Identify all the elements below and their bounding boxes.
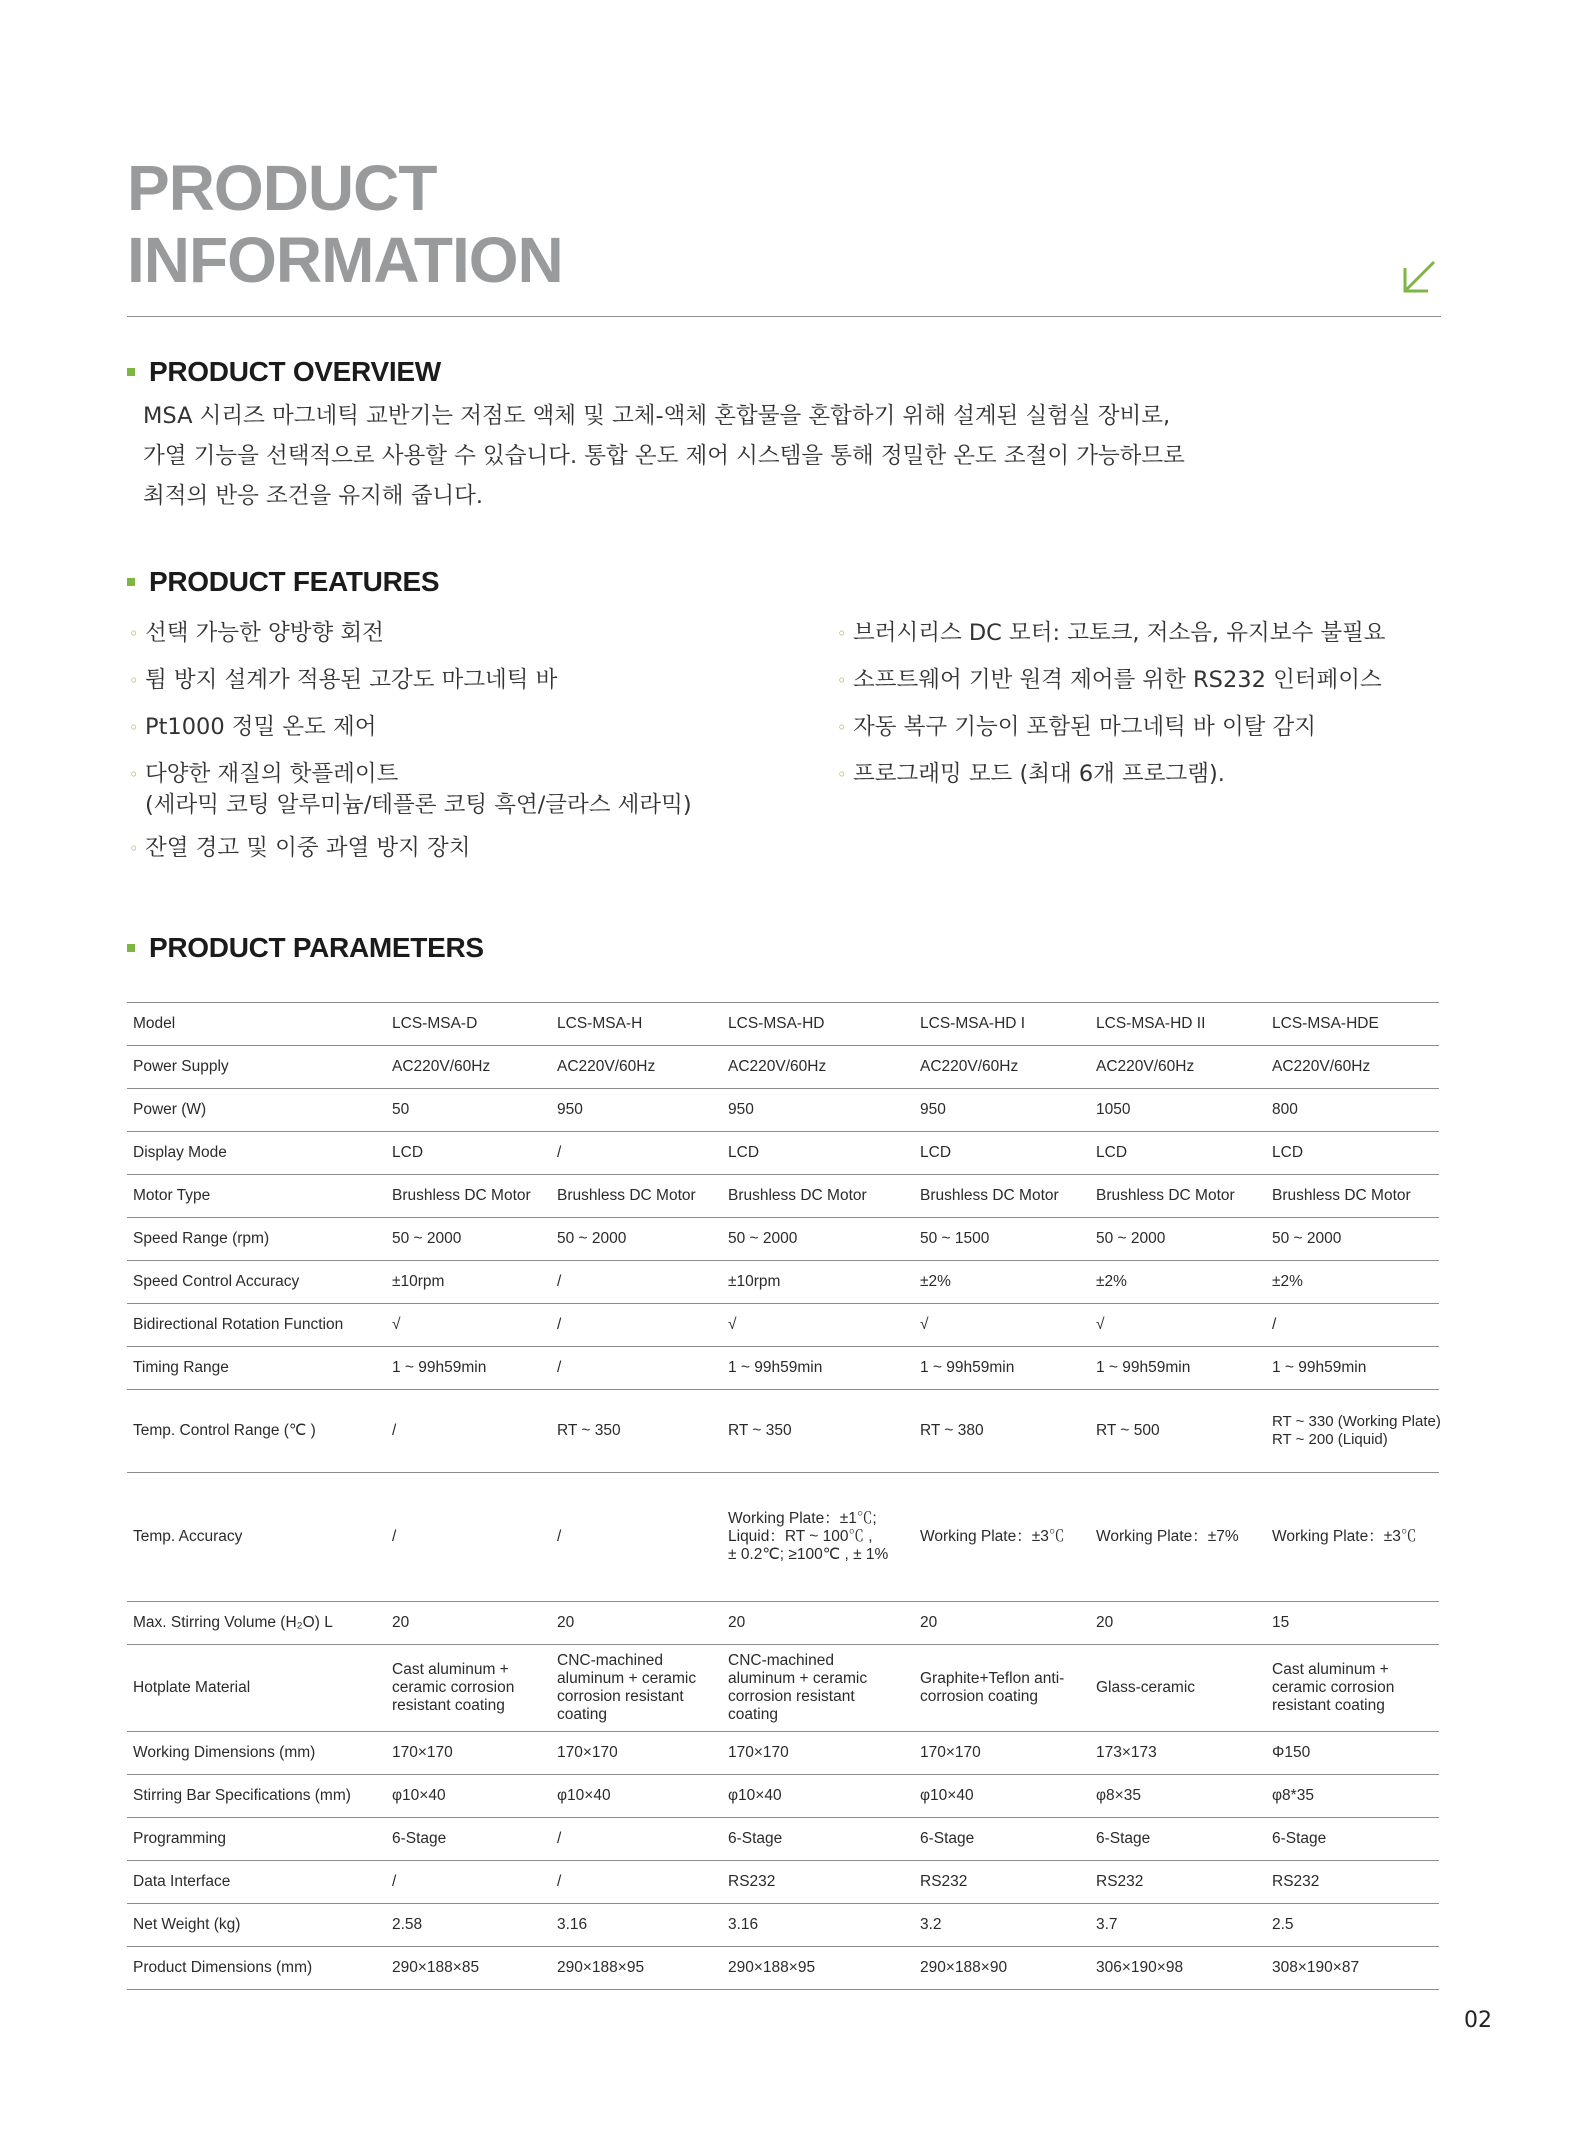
table-cell: / [386, 1861, 551, 1904]
row-label: Stirring Bar Specifications (mm) [127, 1775, 386, 1818]
table-cell: AC220V/60Hz [1090, 1046, 1266, 1089]
table-cell: / [551, 1861, 722, 1904]
table-cell: φ10×40 [914, 1775, 1090, 1818]
table-cell: 20 [551, 1602, 722, 1645]
feature-item: ◦ 선택 가능한 양방향 회전 [127, 618, 767, 649]
table-cell: 6-Stage [1266, 1818, 1439, 1861]
table-cell: 306×190×98 [1090, 1947, 1266, 1990]
page-title-line-1: PRODUCT [127, 152, 437, 224]
table-cell: ±2% [914, 1261, 1090, 1304]
table-cell: RS232 [1266, 1861, 1439, 1904]
table-cell: Working Plate：±1℃; Liquid：RT ~ 100℃ , ± 0.2℃; ≥100℃ , ± 1% [722, 1473, 914, 1602]
bullet-dot-icon: ◦ [129, 671, 139, 690]
row-label: Display Mode [127, 1132, 386, 1175]
bullet-dot-icon: ◦ [129, 839, 139, 858]
parameters-table [127, 1002, 1439, 1990]
bullet-dot-icon: ◦ [129, 624, 139, 643]
features-heading-text: PRODUCT FEATURES [149, 566, 440, 597]
table-cell: 173×173 [1090, 1732, 1266, 1775]
table-cell: AC220V/60Hz [722, 1046, 914, 1089]
feature-item: ◦ 튐 방지 설계가 적용된 고강도 마그네틱 바 [127, 665, 767, 696]
overview-heading-text: PRODUCT OVERVIEW [149, 356, 441, 387]
table-cell: 1 ~ 99h59min [914, 1347, 1090, 1390]
table-cell: RT ~ 380 [914, 1390, 1090, 1473]
table-cell: 6-Stage [386, 1818, 551, 1861]
table-cell: 1 ~ 99h59min [722, 1347, 914, 1390]
row-label: Speed Range (rpm) [127, 1218, 386, 1261]
row-label: Temp. Accuracy [127, 1473, 386, 1602]
table-row [127, 1473, 1439, 1602]
table-cell: Brushless DC Motor [1266, 1175, 1439, 1218]
table-cell: Brushless DC Motor [1090, 1175, 1266, 1218]
table-cell: 3.2 [914, 1904, 1090, 1947]
table-cell: / [551, 1132, 722, 1175]
table-cell: 170×170 [551, 1732, 722, 1775]
table-cell: LCS-MSA-HDE [1266, 1003, 1439, 1046]
bullet-dot-icon: ◦ [837, 671, 847, 690]
table-cell: √ [722, 1304, 914, 1347]
table-cell: AC220V/60Hz [1266, 1046, 1439, 1089]
feature-item: ◦ 프로그래밍 모드 (최대 6개 프로그램). [835, 759, 1455, 790]
table-cell: ±10rpm [722, 1261, 914, 1304]
table-cell: / [386, 1473, 551, 1602]
row-label: Product Dimensions (mm) [127, 1947, 386, 1990]
table-row [127, 1645, 1439, 1732]
bullet-square-icon [127, 368, 135, 376]
table-cell: Brushless DC Motor [914, 1175, 1090, 1218]
table-cell: AC220V/60Hz [386, 1046, 551, 1089]
table-cell: LCS-MSA-HD [722, 1003, 914, 1046]
table-cell: LCD [722, 1132, 914, 1175]
table-cell: LCD [1266, 1132, 1439, 1175]
table-row [127, 1046, 1439, 1089]
overview-text [143, 396, 1193, 516]
row-label: Temp. Control Range (℃ ) [127, 1390, 386, 1473]
row-label: Power Supply [127, 1046, 386, 1089]
table-cell: Brushless DC Motor [386, 1175, 551, 1218]
table-cell: RS232 [914, 1861, 1090, 1904]
table-cell: 3.7 [1090, 1904, 1266, 1947]
table-cell: Brushless DC Motor [722, 1175, 914, 1218]
table-cell: 290×188×95 [551, 1947, 722, 1990]
table-cell: 170×170 [722, 1732, 914, 1775]
table-cell: √ [914, 1304, 1090, 1347]
table-cell: / [551, 1304, 722, 1347]
bullet-square-icon [127, 944, 135, 952]
table-cell: φ10×40 [722, 1775, 914, 1818]
row-label: Model [127, 1003, 386, 1046]
features-heading [127, 566, 439, 598]
table-cell: 50 ~ 2000 [1090, 1218, 1266, 1261]
table-cell: 20 [1090, 1602, 1266, 1645]
table-cell: 50 ~ 2000 [722, 1218, 914, 1261]
parameters-heading [127, 932, 484, 964]
bullet-dot-icon: ◦ [129, 718, 139, 737]
table-cell: 1 ~ 99h59min [1266, 1347, 1439, 1390]
feature-item: ◦ 소프트웨어 기반 원격 제어를 위한 RS232 인터페이스 [835, 665, 1455, 696]
table-cell: RS232 [1090, 1861, 1266, 1904]
feature-item: ◦ 잔열 경고 및 이중 과열 방지 장치 [127, 833, 767, 864]
overview-line: 가열 기능을 선택적으로 사용할 수 있습니다. 통합 온도 제어 시스템을 통해 정밀한 온도 조절이 가능하므로 [143, 443, 1185, 469]
table-cell: RS232 [722, 1861, 914, 1904]
table-cell: 290×188×95 [722, 1947, 914, 1990]
table-row [127, 1132, 1439, 1175]
table-cell: LCD [914, 1132, 1090, 1175]
table-cell: √ [1090, 1304, 1266, 1347]
table-cell: 50 ~ 1500 [914, 1218, 1090, 1261]
feature-item: ◦ 자동 복구 기능이 포함된 마그네틱 바 이탈 감지 [835, 712, 1455, 743]
table-cell: ±2% [1266, 1261, 1439, 1304]
table-row [127, 1089, 1439, 1132]
table-cell: 170×170 [914, 1732, 1090, 1775]
parameters-heading-text: PRODUCT PARAMETERS [149, 932, 484, 963]
bullet-dot-icon: ◦ [837, 765, 847, 784]
table-row [127, 1390, 1439, 1473]
table-cell: 20 [914, 1602, 1090, 1645]
table-cell: / [551, 1261, 722, 1304]
row-label: Speed Control Accuracy [127, 1261, 386, 1304]
table-cell: LCD [386, 1132, 551, 1175]
table-cell: LCS-MSA-HD I [914, 1003, 1090, 1046]
table-cell: √ [386, 1304, 551, 1347]
table-cell: 50 [386, 1089, 551, 1132]
overview-line: MSA 시리즈 마그네틱 교반기는 저점도 액체 및 고체-액체 혼합물을 혼합하기 위해 설계된 실험실 장비로, [143, 403, 1171, 429]
table-cell: Φ150 [1266, 1732, 1439, 1775]
table-cell: Cast aluminum + ceramic corrosion resistant coating [1266, 1645, 1439, 1732]
table-cell: 20 [722, 1602, 914, 1645]
table-cell: 6-Stage [914, 1818, 1090, 1861]
bullet-dot-icon: ◦ [837, 624, 847, 643]
table-cell: ±10rpm [386, 1261, 551, 1304]
table-cell: 308×190×87 [1266, 1947, 1439, 1990]
table-cell: φ8×35 [1090, 1775, 1266, 1818]
table-row [127, 1732, 1439, 1775]
table-cell: 950 [551, 1089, 722, 1132]
table-cell: 950 [722, 1089, 914, 1132]
table-cell: 50 ~ 2000 [1266, 1218, 1439, 1261]
table-cell: / [551, 1347, 722, 1390]
table-row [127, 1218, 1439, 1261]
table-cell: LCS-MSA-H [551, 1003, 722, 1046]
table-cell: 950 [914, 1089, 1090, 1132]
row-label: Timing Range [127, 1347, 386, 1390]
row-label: Motor Type [127, 1175, 386, 1218]
row-label: Data Interface [127, 1861, 386, 1904]
table-row [127, 1602, 1439, 1645]
overview-heading [127, 356, 441, 388]
table-cell: / [386, 1390, 551, 1473]
feature-item: ◦ 다양한 재질의 핫플레이트 (세라믹 코팅 알루미늄/테플론 코팅 흑연/글라스 세라믹) [129, 761, 692, 818]
table-cell: Working Plate：±3℃ [914, 1473, 1090, 1602]
table-cell: Brushless DC Motor [551, 1175, 722, 1218]
table-cell: / [551, 1473, 722, 1602]
table-cell: ±2% [1090, 1261, 1266, 1304]
table-row [127, 1261, 1439, 1304]
table-cell: 50 ~ 2000 [386, 1218, 551, 1261]
table-cell: RT ~ 350 [722, 1390, 914, 1473]
table-row [127, 1304, 1439, 1347]
table-cell: 800 [1266, 1089, 1439, 1132]
feature-item: ◦ Pt1000 정밀 온도 제어 [127, 712, 767, 743]
table-cell: LCS-MSA-HD II [1090, 1003, 1266, 1046]
table-row [127, 1904, 1439, 1947]
row-label: Working Dimensions (mm) [127, 1732, 386, 1775]
features-list-left [127, 618, 767, 880]
row-label: Bidirectional Rotation Function [127, 1304, 386, 1347]
table-cell: φ10×40 [386, 1775, 551, 1818]
overview-line: 최적의 반응 조건을 유지해 줍니다. [143, 483, 484, 509]
table-cell: RT ~ 350 [551, 1390, 722, 1473]
table-row [127, 1175, 1439, 1218]
table-cell: 290×188×85 [386, 1947, 551, 1990]
table-cell: Glass-ceramic [1090, 1645, 1266, 1732]
table-cell: / [1266, 1304, 1439, 1347]
feature-item: ◦ 브러시리스 DC 모터: 고토크, 저소음, 유지보수 불필요 [835, 618, 1455, 649]
table-row [127, 1818, 1439, 1861]
table-cell: φ10×40 [551, 1775, 722, 1818]
table-cell: Working Plate：±3℃ [1266, 1473, 1439, 1602]
table-cell: 1 ~ 99h59min [1090, 1347, 1266, 1390]
table-cell: RT ~ 330 (Working Plate) RT ~ 200 (Liquid) [1266, 1390, 1439, 1473]
table-cell: 170×170 [386, 1732, 551, 1775]
table-cell: / [551, 1818, 722, 1861]
page-number: 02 [1464, 2008, 1492, 2033]
page-title [127, 152, 563, 296]
table-row [127, 1003, 1439, 1046]
table-cell: 2.5 [1266, 1904, 1439, 1947]
table-cell: 1 ~ 99h59min [386, 1347, 551, 1390]
table-cell: 2.58 [386, 1904, 551, 1947]
table-cell: 6-Stage [1090, 1818, 1266, 1861]
bullet-dot-icon: ◦ [837, 718, 847, 737]
table-cell: 1050 [1090, 1089, 1266, 1132]
bullet-dot-icon: ◦ [129, 765, 139, 784]
table-cell: 20 [386, 1602, 551, 1645]
table-cell: CNC-machined aluminum + ceramic corrosion resistant coating [551, 1645, 722, 1732]
table-cell: Graphite+Teflon anti- corrosion coating [914, 1645, 1090, 1732]
table-cell: AC220V/60Hz [914, 1046, 1090, 1089]
table-cell: 3.16 [722, 1904, 914, 1947]
row-label: Hotplate Material [127, 1645, 386, 1732]
table-row [127, 1861, 1439, 1904]
table-row [127, 1347, 1439, 1390]
features-list-right [835, 618, 1455, 806]
page-title-line-2: INFORMATION [127, 224, 563, 296]
table-cell: 290×188×90 [914, 1947, 1090, 1990]
table-cell: Cast aluminum + ceramic corrosion resistant coating [386, 1645, 551, 1732]
arrow-down-left-icon [1400, 258, 1438, 296]
row-label: Max. Stirring Volume (H₂O) L [127, 1602, 386, 1645]
table-cell: LCD [1090, 1132, 1266, 1175]
table-row [127, 1775, 1439, 1818]
table-cell: LCS-MSA-D [386, 1003, 551, 1046]
row-label: Programming [127, 1818, 386, 1861]
table-cell: Working Plate：±7% [1090, 1473, 1266, 1602]
table-cell: 50 ~ 2000 [551, 1218, 722, 1261]
row-label: Power (W) [127, 1089, 386, 1132]
table-cell: 6-Stage [722, 1818, 914, 1861]
table-row [127, 1947, 1439, 1990]
bullet-square-icon [127, 578, 135, 586]
table-cell: 3.16 [551, 1904, 722, 1947]
row-label: Net Weight (kg) [127, 1904, 386, 1947]
parameters-table-body [127, 1003, 1439, 1990]
table-cell: φ8*35 [1266, 1775, 1439, 1818]
table-cell: 15 [1266, 1602, 1439, 1645]
table-cell: RT ~ 500 [1090, 1390, 1266, 1473]
table-cell: AC220V/60Hz [551, 1046, 722, 1089]
table-cell: CNC-machined aluminum + ceramic corrosion resistant coating [722, 1645, 914, 1732]
title-divider [127, 316, 1441, 317]
